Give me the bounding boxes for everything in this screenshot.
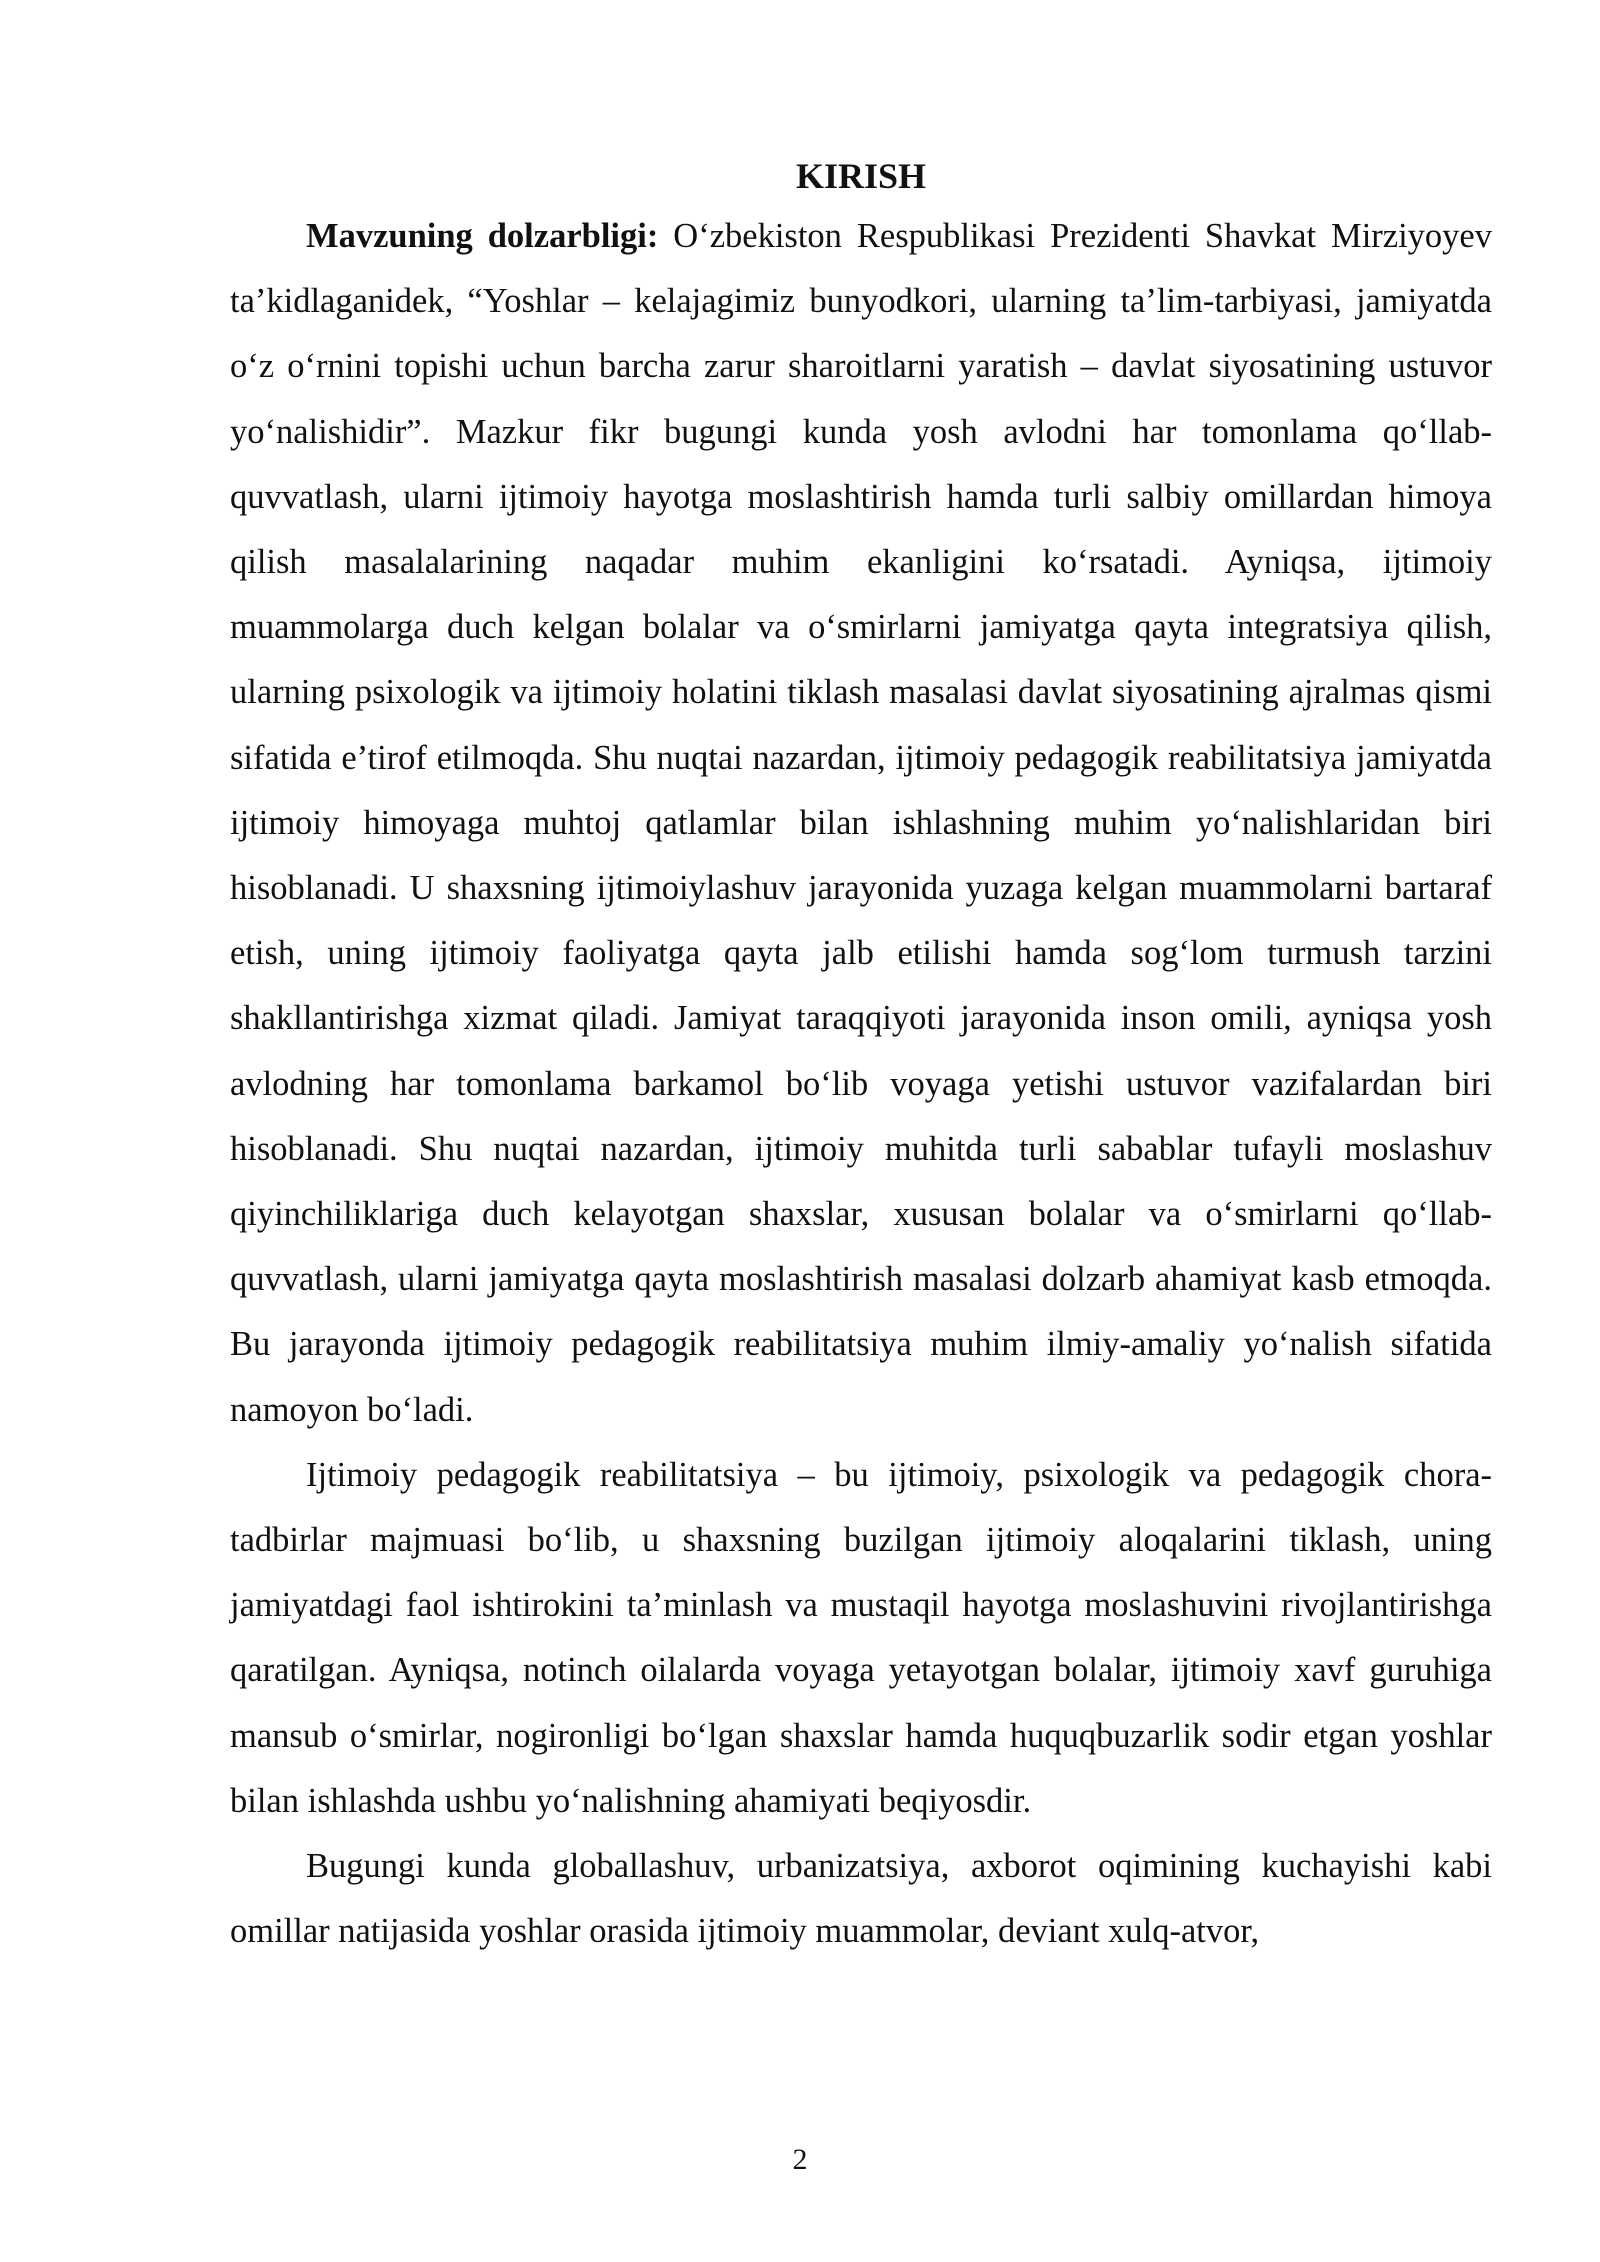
section-heading: KIRISH [795,156,927,196]
paragraph-definition [230,1443,1492,1834]
paragraph-text: Ijtimoiy pedagogik reabilitatsiya – bu ijtimoiy, psixologik va pedagogik chora-tadbirlar majmuasi bo‘lib, u shaxsning buzilgan ijtimoiy aloqalarini tiklash, uning jamiyatdagi faol ishtirokini ta’minlash va mustaqil hayotga moslashuvini rivojlantirishga qaratilgan. Ayniqsa, notinch oilalarda voyaga yetayotgan bolalar, ijtimoiy xavf guruhiga mansub o‘smirlar, nogironligi bo‘lgan shaxslar hamda huquqbuzarlik sodir etgan yoshlar bilan ishlashda ushbu yo‘nalishning ahamiyati beqiyosdir. [230,1455,1492,1820]
paragraph-lead: Mavzuning dolzarbligi: [306,217,659,255]
paragraph-text: O‘zbekiston Respublikasi Prezidenti Shavkat Mirziyoyev ta’kidlaganidek, “Yoshlar – kelajagimiz bunyodkori, ularning ta’lim-tarbiyasi, jamiyatda o‘z o‘rnini topishi uchun barcha zarur sharoitlarni yaratish – davlat siyosatining ustuvor yo‘nalishidir”. Mazkur fikr bugungi kunda yosh avlodni har tomonlama qo‘llab-quvvatlash, ularni ijtimoiy hayotga moslashtirish hamda turli salbiy omillardan himoya qilish masalalarining naqadar muhim ekanligini ko‘rsatadi. Ayniqsa, ijtimoiy muammolarga duch kelgan bolalar va o‘smirlarni jamiyatga qayta integratsiya qilish, ularning psixologik va ijtimoiy holatini tiklash masalasi davlat siyosatining ajralmas qismi sifatida e’tirof etilmoqda. Shu nuqtai nazardan, ijtimoiy pedagogik reabilitatsiya jamiyatda ijtimoiy himoyaga muhtoj qatlamlar bilan ishlashning muhim yo‘nalishlaridan biri hisoblanadi. U shaxsning ijtimoiylashuv jarayonida yuzaga kelgan muammolarni bartaraf etish, uning ijtimoiy faoliyatga qayta jalb etilishi hamda sog‘lom turmush tarzini shakllantirishga xizmat qiladi. Jamiyat taraqqiyoti jarayonida inson omili, ayniqsa yosh avlodning har tomonlama barkamol bo‘lib voyaga yetishi ustuvor vazifalardan biri hisoblanadi. Shu nuqtai nazardan, ijtimoiy muhitda turli sabablar tufayli moslashuv qiyinchiliklariga duch kelayotgan shaxslar, xususan bolalar va o‘smirlarni qo‘llab-quvvatlash, ularni jamiyatga qayta moslashtirish masalasi dolzarb ahamiyat kasb etmoqda. Bu jarayonda ijtimoiy pedagogik reabilitatsiya muhim ilmiy-amaliy yo‘nalish sifatida namoyon bo‘ladi. [230,217,1492,1429]
paragraph-relevance [230,204,1492,1443]
paragraph-text: Bugungi kunda globallashuv, urbanizatsiya, axborot oqimining kuchayishi kabi omillar natijasida yoshlar orasida ijtimoiy muammolar, deviant xulq-atvor, [230,1847,1492,1951]
paragraph-globalization [230,1834,1492,1964]
page-content [230,148,1492,1964]
page-number: 2 [792,2143,808,2176]
